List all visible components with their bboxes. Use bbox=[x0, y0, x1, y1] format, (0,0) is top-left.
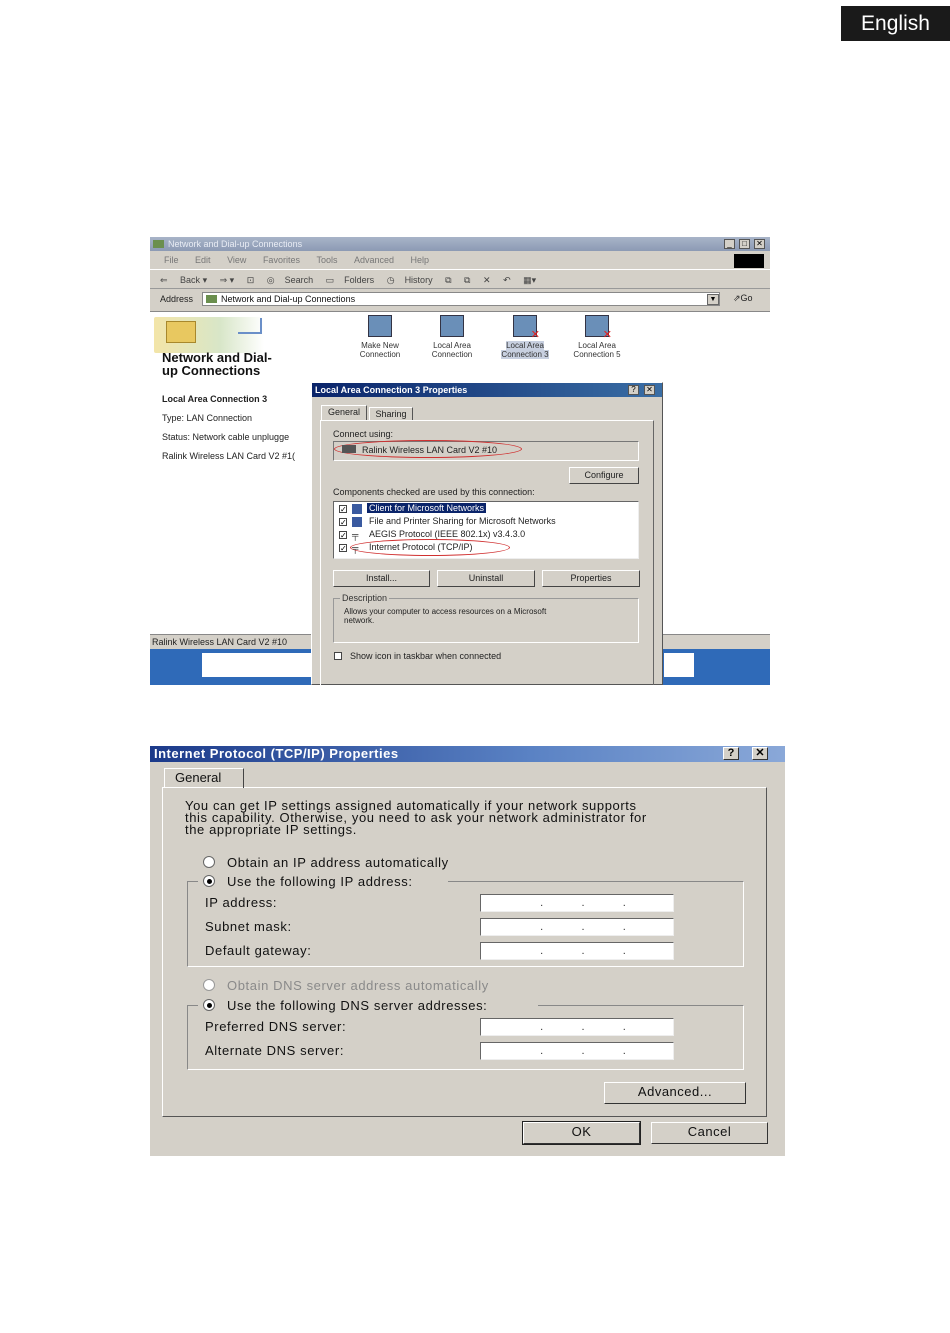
menu-tools[interactable]: Tools bbox=[316, 255, 338, 265]
tab-general[interactable]: General bbox=[164, 768, 244, 788]
status-bar: Ralink Wireless LAN Card V2 #10 bbox=[150, 634, 770, 648]
adapter-name: Ralink Wireless LAN Card V2 #10 bbox=[362, 445, 498, 455]
folders-button[interactable]: ▭ Folders bbox=[325, 275, 375, 285]
tab-sharing[interactable]: Sharing bbox=[369, 407, 413, 421]
window-title: Network and Dial-up Connections bbox=[168, 239, 303, 249]
taskbar-item[interactable] bbox=[664, 653, 694, 677]
subnet-mask-input[interactable]: . . . bbox=[480, 918, 674, 936]
client-icon bbox=[352, 504, 362, 514]
maximize-button[interactable]: □ bbox=[739, 239, 750, 249]
connection-type: Type: LAN Connection bbox=[162, 413, 253, 423]
advanced-button[interactable]: Advanced... bbox=[604, 1082, 746, 1104]
obtain-ip-auto-radio[interactable] bbox=[203, 856, 215, 868]
menu-view[interactable]: View bbox=[227, 255, 247, 265]
dialog-title: Internet Protocol (TCP/IP) Properties bbox=[150, 746, 785, 762]
connection-device: Ralink Wireless LAN Card V2 #1( bbox=[162, 451, 296, 461]
ok-button[interactable]: OK bbox=[523, 1122, 640, 1144]
local-area-connection-3-icon[interactable]: ✕ Local Area Connection 3 bbox=[486, 315, 564, 359]
address-dropdown-icon[interactable]: ▼ bbox=[707, 294, 719, 305]
cancel-button[interactable]: Cancel bbox=[651, 1122, 768, 1144]
use-following-dns-label: Use the following DNS server addresses: bbox=[227, 998, 488, 1013]
ip-address-label: IP address: bbox=[205, 895, 278, 910]
menu-help[interactable]: Help bbox=[410, 255, 430, 265]
help-button[interactable]: ? bbox=[723, 747, 739, 760]
component-item-selected[interactable]: Client for Microsoft Networks bbox=[369, 503, 485, 513]
connect-using-label: Connect using: bbox=[333, 429, 394, 439]
local-area-connection-5-icon[interactable]: ✕ Local Area Connection 5 bbox=[558, 315, 636, 359]
disconnected-network-icon bbox=[585, 315, 609, 337]
ip-address-input[interactable]: . . . bbox=[480, 894, 674, 912]
dialog-title: Local Area Connection 3 Properties bbox=[312, 383, 662, 397]
search-button[interactable]: ◎ Search bbox=[266, 275, 314, 285]
address-input[interactable]: Network and Dial-up Connections bbox=[202, 292, 720, 306]
description-label: Description bbox=[342, 593, 388, 603]
highlight-oval bbox=[350, 539, 510, 556]
close-button[interactable]: ✕ bbox=[752, 747, 768, 760]
move-to-icon[interactable]: ⧉ bbox=[445, 275, 452, 285]
show-icon-checkbox[interactable] bbox=[334, 652, 342, 660]
network-card-icon bbox=[342, 445, 356, 453]
page-title: Network and Dial- up Connections bbox=[162, 350, 272, 378]
network-connections-screenshot bbox=[150, 237, 770, 685]
configure-button[interactable]: Configure bbox=[569, 467, 639, 484]
tab-general[interactable]: General bbox=[321, 405, 367, 421]
minimize-button[interactable]: _ bbox=[724, 239, 735, 249]
use-following-dns-radio[interactable] bbox=[203, 999, 215, 1011]
obtain-ip-auto-label: Obtain an IP address automatically bbox=[227, 855, 449, 870]
alternate-dns-label: Alternate DNS server: bbox=[205, 1043, 345, 1058]
dns-group bbox=[187, 1005, 744, 1070]
connection-status: Status: Network cable unplugge bbox=[162, 432, 290, 442]
component-checkbox[interactable]: ✓ bbox=[340, 505, 347, 514]
subnet-mask-label: Subnet mask: bbox=[205, 919, 292, 934]
network-folder-icon bbox=[166, 321, 196, 343]
components-label: Components checked are used by this connection: bbox=[333, 487, 535, 497]
show-icon-label: Show icon in taskbar when connected bbox=[350, 651, 502, 661]
component-item[interactable]: AEGIS Protocol (IEEE 802.1x) v3.4.3.0 bbox=[369, 529, 526, 539]
alternate-dns-input[interactable]: . . . bbox=[480, 1042, 674, 1060]
protocol-icon: ╤ bbox=[352, 543, 359, 553]
menu-edit[interactable]: Edit bbox=[195, 255, 211, 265]
disconnected-network-icon bbox=[513, 315, 537, 337]
install-button[interactable]: Install... bbox=[333, 570, 430, 587]
tcpip-properties-screenshot bbox=[150, 746, 785, 1156]
component-item[interactable]: Internet Protocol (TCP/IP) bbox=[369, 542, 473, 552]
network-folder-icon bbox=[206, 295, 217, 303]
views-icon[interactable]: ▦▾ bbox=[523, 275, 537, 285]
close-button[interactable]: ✕ bbox=[754, 239, 765, 249]
forward-button[interactable]: ⇒ ▾ bbox=[219, 275, 235, 285]
make-new-connection-icon[interactable]: Make New Connection bbox=[341, 315, 419, 359]
uninstall-button[interactable]: Uninstall bbox=[437, 570, 535, 587]
component-checkbox[interactable]: ✓ bbox=[340, 531, 347, 540]
menu-file[interactable]: File bbox=[164, 255, 179, 265]
menu-advanced[interactable]: Advanced bbox=[354, 255, 395, 265]
component-checkbox[interactable]: ✓ bbox=[340, 544, 347, 553]
back-button[interactable]: ⇐ Back ▾ bbox=[160, 275, 208, 285]
preferred-dns-input[interactable]: . . . bbox=[480, 1018, 674, 1036]
protocol-icon: ╤ bbox=[352, 530, 359, 540]
up-folder-icon[interactable]: ⊡ bbox=[246, 275, 255, 285]
intro-text: You can get IP settings assigned automatically if your network supports this capability. Otherwise, you need to ask your network administrator for the appropriate IP settings. bbox=[185, 798, 647, 837]
component-checkbox[interactable]: ✓ bbox=[340, 518, 347, 527]
obtain-dns-auto-label: Obtain DNS server address automatically bbox=[227, 978, 489, 993]
description-text: Allows your computer to access resources on a Microsoft network. bbox=[344, 607, 547, 625]
default-gateway-input[interactable]: . . . bbox=[480, 942, 674, 960]
default-gateway-label: Default gateway: bbox=[205, 943, 312, 958]
delete-icon[interactable]: ✕ bbox=[483, 275, 491, 285]
toolbar bbox=[150, 269, 770, 289]
menu-favorites[interactable]: Favorites bbox=[262, 255, 300, 265]
connection-properties-dialog bbox=[311, 382, 663, 685]
go-button[interactable]: ⇗Go bbox=[733, 293, 753, 303]
obtain-dns-auto-radio[interactable] bbox=[203, 979, 215, 991]
component-item[interactable]: File and Printer Sharing for Microsoft Networks bbox=[369, 516, 556, 526]
undo-icon[interactable]: ↶ bbox=[503, 275, 511, 285]
network-folder-icon bbox=[153, 240, 164, 248]
history-button[interactable]: ◷ History bbox=[386, 275, 433, 285]
decorative-frame bbox=[238, 318, 262, 334]
selected-connection-name: Local Area Connection 3 bbox=[162, 394, 268, 404]
address-label: Address bbox=[160, 294, 194, 304]
menu-bar bbox=[150, 252, 770, 268]
taskbar-item[interactable] bbox=[202, 653, 312, 677]
use-following-ip-radio[interactable] bbox=[203, 875, 215, 887]
language-badge: English bbox=[841, 6, 950, 41]
copy-to-icon[interactable]: ⧉ bbox=[464, 275, 471, 285]
window-titlebar bbox=[150, 237, 770, 251]
properties-button[interactable]: Properties bbox=[542, 570, 640, 587]
local-area-connection-icon[interactable]: Local Area Connection bbox=[413, 315, 491, 359]
computer-icon bbox=[368, 315, 392, 337]
use-following-ip-label: Use the following IP address: bbox=[227, 874, 413, 889]
network-computer-icon bbox=[440, 315, 464, 337]
dialog-close-button[interactable]: ✕ bbox=[644, 385, 655, 395]
preferred-dns-label: Preferred DNS server: bbox=[205, 1019, 347, 1034]
windows-logo-icon bbox=[734, 254, 764, 268]
sharing-icon bbox=[352, 517, 362, 527]
help-button[interactable]: ? bbox=[628, 385, 639, 395]
